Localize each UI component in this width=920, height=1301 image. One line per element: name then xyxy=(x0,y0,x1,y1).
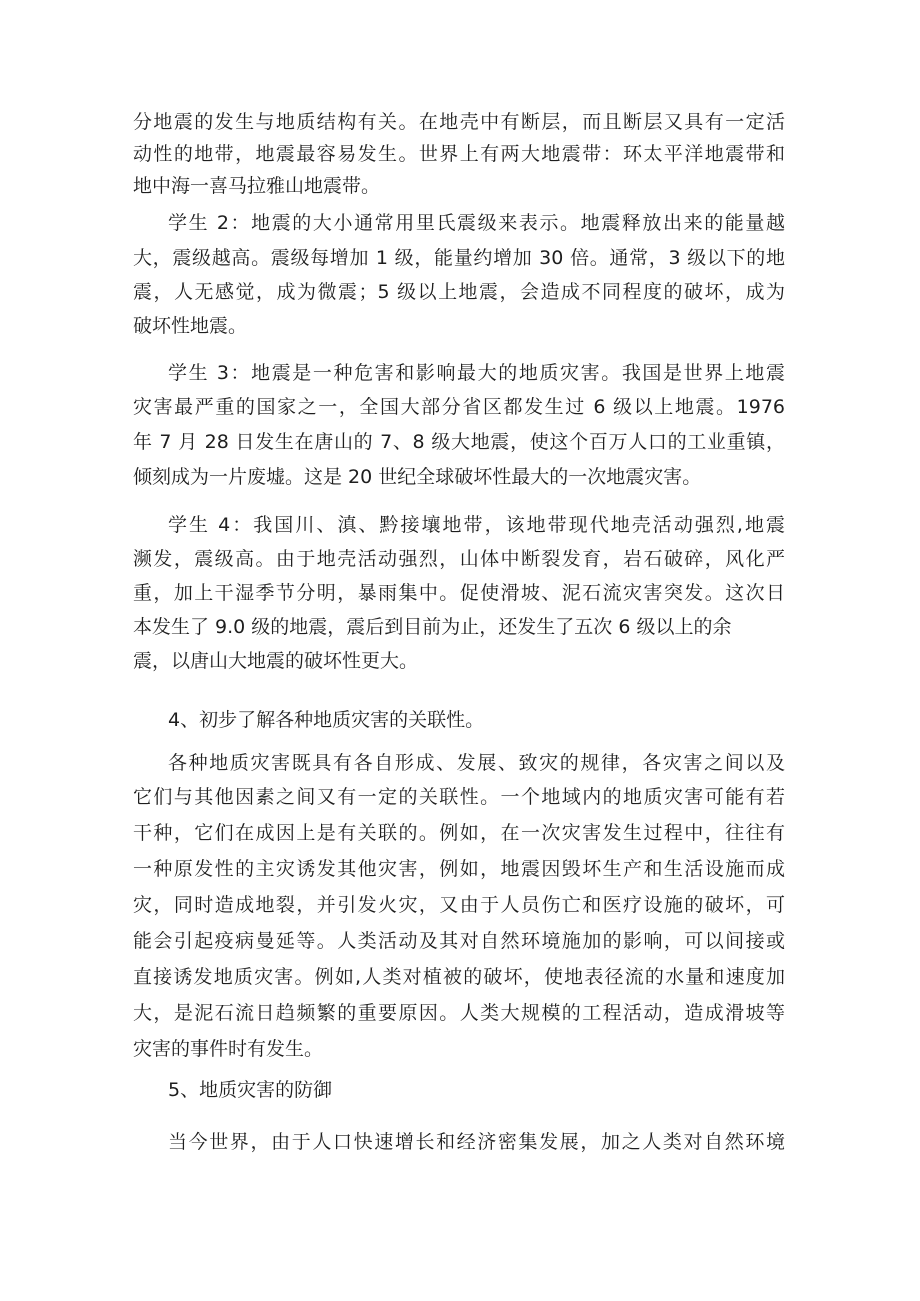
section-heading-5: 5、地质灾害的防御 xyxy=(168,1079,333,1101)
text-line: 它们与其他因素之间又有一定的关联性。一个地域内的地质灾害可能有若 xyxy=(133,786,785,808)
text-line: 干种，它们在成因上是有关联的。例如，在一次灾害发生过程中，往往有 xyxy=(133,822,785,844)
text-line: 分地震的发生与地质结构有关。在地壳中有断层，而且断层又具有一定活 xyxy=(133,111,785,133)
text-line: 能会引起疫病曼延等。人类活动及其对自然环境施加的影响，可以间接或 xyxy=(133,930,785,952)
section-heading-4: 4、初步了解各种地质灾害的关联性。 xyxy=(168,709,485,731)
text-line: 当今世界，由于人口快速增长和经济密集发展，加之人类对自然环境 xyxy=(168,1131,785,1153)
text-line: 年 7 月 28 日发生在唐山的 7、8 级大地震，使这个百万人口的工业重镇， xyxy=(133,431,785,453)
text-line: 大，震级越高。震级每增加 1 级，能量约增加 30 倍。通常，3 级以下的地 xyxy=(133,247,785,269)
text-line: 灾害的事件时有发生。 xyxy=(133,1038,324,1060)
text-line: 灾害最严重的国家之一，全国大部分省区都发生过 6 级以上地震。1976 xyxy=(133,396,785,418)
text-line: 直接诱发地质灾害。例如,人类对植被的破坏，使地表径流的水量和速度加 xyxy=(133,966,785,988)
text-line: 大，是泥石流日趋频繁的重要原因。人类大规模的工程活动，造成滑坡等 xyxy=(133,1002,785,1024)
text-line: 破坏性地震。 xyxy=(133,315,248,337)
text-line: 学生 2：地震的大小通常用里氏震级来表示。地震释放出来的能量越 xyxy=(168,212,785,234)
text-line: 动性的地带，地震最容易发生。世界上有两大地震带：环太平洋地震带和 xyxy=(133,143,785,165)
text-line: 本发生了 9.0 级的地震，震后到目前为止，还发生了五次 6 级以上的余 xyxy=(133,616,732,638)
text-line: 地中海一喜马拉雅山地震带。 xyxy=(133,175,381,197)
text-line: 濒发，震级高。由于地壳活动强烈，山体中断裂发育，岩石破碎，风化严 xyxy=(133,548,785,570)
text-line: 震，人无感觉，成为微震；5 级以上地震，会造成不同程度的破坏，成为 xyxy=(133,281,785,303)
text-line: 一种原发性的主灾诱发其他灾害，例如，地震因毁坏生产和生活设施而成 xyxy=(133,858,785,880)
text-line: 学生 3：地震是一种危害和影响最大的地质灾害。我国是世界上地震 xyxy=(168,362,785,384)
text-line: 倾刻成为一片废墟。这是 20 世纪全球破坏性最大的一次地震灾害。 xyxy=(133,466,702,488)
text-line: 学生 4：我国川、滇、黔接壤地带，该地带现代地壳活动强烈,地震 xyxy=(168,514,785,536)
text-line: 重，加上干湿季节分明，暴雨集中。促使滑坡、泥石流灾害突发。这次日 xyxy=(133,582,785,604)
text-line: 各种地质灾害既具有各自形成、发展、致灾的规律，各灾害之间以及 xyxy=(168,752,785,774)
text-line: 灾，同时造成地裂，并引发火灾，又由于人员伤亡和医疗设施的破坏，可 xyxy=(133,894,785,916)
text-line: 震，以唐山大地震的破坏性更大。 xyxy=(133,650,419,672)
